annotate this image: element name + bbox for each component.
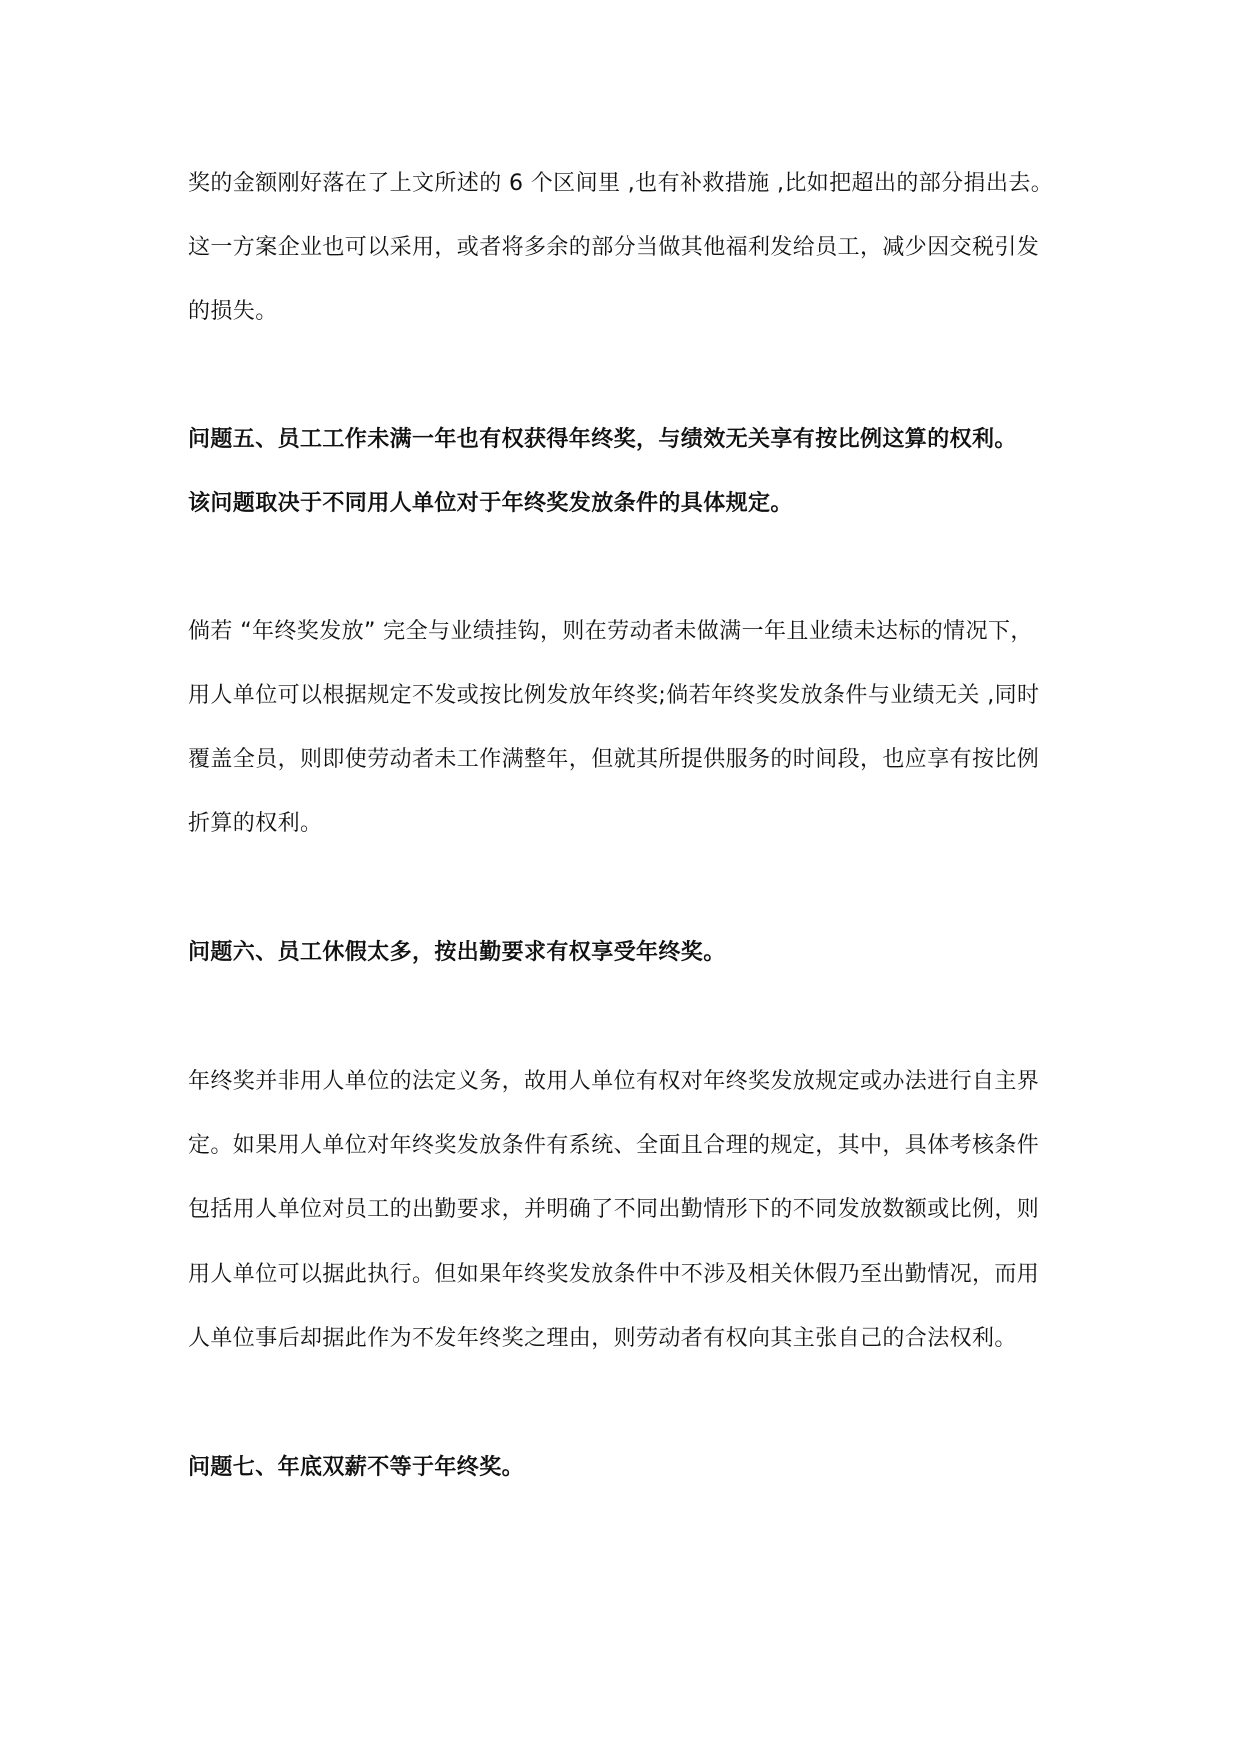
body-line: 年终奖并非用人单位的法定义务，故用人单位有权对年终奖发放规定或办法进行自主界 xyxy=(188,1069,1040,1094)
body-line: 用人单位可以根据规定不发或按比例发放年终奖;倘若年终奖发放条件与业绩无关 ,同时 xyxy=(188,683,1040,708)
body-line: 包括用人单位对员工的出勤要求，并明确了不同出勤情形下的不同发放数额或比例，则 xyxy=(188,1197,1040,1222)
question-heading: 该问题取决于不同用人单位对于年终奖发放条件的具体规定。 xyxy=(188,491,793,516)
body-line: 定。如果用人单位对年终奖发放条件有系统、全面且合理的规定，其中，具体考核条件 xyxy=(188,1133,1040,1158)
body-line: 奖的金额刚好落在了上文所述的 6 个区间里 ,也有补救措施 ,比如把超出的部分捐出去。 xyxy=(188,171,1054,196)
body-line: 倘若 “年终奖发放” 完全与业绩挂钩，则在劳动者未做满一年且业绩未达标的情况下， xyxy=(188,619,1033,644)
question-heading: 问题七、年底双薪不等于年终奖。 xyxy=(188,1455,525,1480)
question-heading: 问题五、员工工作未满一年也有权获得年终奖，与绩效无关享有按比例这算的权利。 xyxy=(188,427,1017,452)
body-line: 的损失。 xyxy=(188,299,278,324)
body-line: 覆盖全员，则即使劳动者未工作满整年，但就其所提供服务的时间段，也应享有按比例 xyxy=(188,747,1040,772)
body-line: 用人单位可以据此执行。但如果年终奖发放条件中不涉及相关休假乃至出勤情况，而用 xyxy=(188,1262,1040,1287)
body-line: 折算的权利。 xyxy=(188,811,323,836)
question-heading: 问题六、员工休假太多，按出勤要求有权享受年终奖。 xyxy=(188,940,726,965)
body-line: 人单位事后却据此作为不发年终奖之理由，则劳动者有权向其主张自己的合法权利。 xyxy=(188,1326,1017,1351)
body-line: 这一方案企业也可以采用，或者将多余的部分当做其他福利发给员工，减少因交税引发 xyxy=(188,235,1040,260)
